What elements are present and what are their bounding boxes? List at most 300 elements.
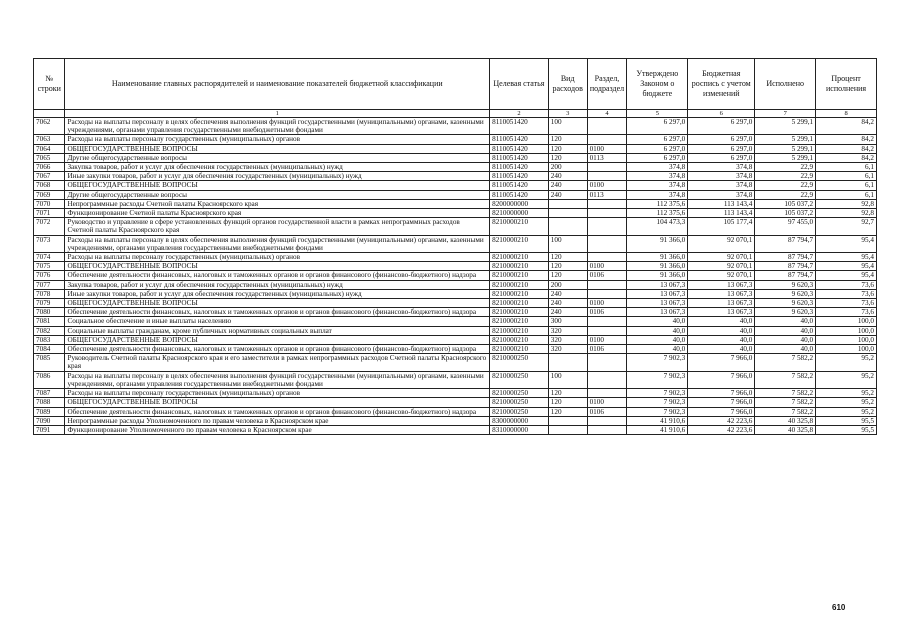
row-number: 7067 [34,172,65,181]
row-approved: 112 375,6 [627,199,688,208]
row-number: 7090 [34,416,65,425]
row-section [587,280,627,289]
row-expense-type [548,218,587,235]
row-percent: 6,1 [816,172,877,181]
header-execution-percent: Процент исполнения [816,59,877,110]
table-row [34,407,877,416]
column-number: 3 [548,110,587,118]
row-number: 7071 [34,209,65,218]
row-executed: 9 620,3 [755,289,816,298]
row-name: Руководитель Счетной палаты Красноярского края и его заместители в рамках непрограммных расходов Счетной палаты Красноярского края [65,354,490,371]
row-section [587,135,627,144]
row-expense-type: 100 [548,118,587,135]
row-executed: 87 794,7 [755,253,816,262]
row-target-article: 8110051420 [490,144,549,153]
row-target-article: 8110051420 [490,172,549,181]
row-expense-type: 320 [548,326,587,335]
row-executed: 40 325,8 [755,416,816,425]
table-row [34,262,877,271]
row-target-article: 8210000210 [490,280,549,289]
row-section [587,354,627,371]
row-budget-schedule: 13 067,3 [688,280,755,289]
table-row [34,371,877,388]
table-row [34,317,877,326]
row-budget-schedule: 6 297,0 [688,153,755,162]
row-section [587,218,627,235]
table-row [34,345,877,354]
row-section: 0100 [587,262,627,271]
row-approved: 7 902,3 [627,398,688,407]
header-executed: Исполнено [755,59,816,110]
row-approved: 40,0 [627,326,688,335]
row-name: ОБЩЕГОСУДАРСТВЕННЫЕ ВОПРОСЫ [65,181,490,190]
table-row [34,163,877,172]
row-target-article: 8300000000 [490,416,549,425]
row-number: 7088 [34,398,65,407]
row-name: Расходы на выплаты персоналу в целях обеспечения выполнения функций государственными (муниципальными) органами, казенными учреждениями, органами управления государственными внебюджетными фондами [65,235,490,252]
row-expense-type: 120 [548,398,587,407]
table-row [34,253,877,262]
row-number: 7072 [34,218,65,235]
row-executed: 5 299,1 [755,118,816,135]
row-approved: 41 910,6 [627,425,688,434]
row-percent: 95,5 [816,425,877,434]
row-approved: 91 366,0 [627,253,688,262]
table-row [34,326,877,335]
row-name: ОБЩЕГОСУДАРСТВЕННЫЕ ВОПРОСЫ [65,144,490,153]
row-expense-type: 240 [548,190,587,199]
row-executed: 40,0 [755,345,816,354]
table-row [34,335,877,344]
row-executed: 87 794,7 [755,271,816,280]
row-target-article: 8210000210 [490,262,549,271]
row-target-article: 8210000210 [490,253,549,262]
row-approved: 104 473,3 [627,218,688,235]
row-percent: 6,1 [816,163,877,172]
row-section: 0100 [587,181,627,190]
row-executed: 22,9 [755,172,816,181]
table-row [34,235,877,252]
table-row [34,416,877,425]
row-approved: 13 067,3 [627,289,688,298]
row-name: Социальное обеспечение и иные выплаты населению [65,317,490,326]
row-percent: 73,6 [816,289,877,298]
row-target-article: 8210000000 [490,209,549,218]
row-approved: 6 297,0 [627,118,688,135]
row-name: ОБЩЕГОСУДАРСТВЕННЫЕ ВОПРОСЫ [65,262,490,271]
table-row [34,118,877,135]
row-number: 7078 [34,289,65,298]
row-section [587,118,627,135]
row-target-article: 8210000210 [490,345,549,354]
row-executed: 97 455,0 [755,218,816,235]
row-expense-type: 240 [548,299,587,308]
header-row [34,59,877,110]
row-approved: 40,0 [627,317,688,326]
row-name: Функционирование Счетной палаты Красноярского края [65,209,490,218]
row-name: Расходы на выплаты персоналу в целях обеспечения выполнения функций государственными (муниципальными) органами, казенными учреждениями, органами управления государственными внебюджетными фондами [65,118,490,135]
row-approved: 7 902,3 [627,371,688,388]
row-percent: 84,2 [816,144,877,153]
row-name: ОБЩЕГОСУДАРСТВЕННЫЕ ВОПРОСЫ [65,299,490,308]
row-budget-schedule: 40,0 [688,345,755,354]
column-number: 7 [755,110,816,118]
row-percent: 73,6 [816,299,877,308]
row-name: Непрограммные расходы Уполномоченного по правам человека в Красноярском крае [65,416,490,425]
row-target-article: 8210000250 [490,354,549,371]
row-percent: 92,8 [816,199,877,208]
row-percent: 95,2 [816,398,877,407]
row-target-article: 8210000210 [490,308,549,317]
row-expense-type: 120 [548,253,587,262]
row-name: Обеспечение деятельности финансовых, налоговых и таможенных органов и органов финансового (финансово-бюджетного) надзора [65,407,490,416]
header-expense-type: Вид расходов [548,59,587,110]
header-row-number: № строки [34,59,65,110]
row-expense-type [548,354,587,371]
row-target-article: 8210000250 [490,389,549,398]
row-executed: 22,9 [755,163,816,172]
row-budget-schedule: 42 223,6 [688,425,755,434]
column-number: 2 [490,110,549,118]
row-budget-schedule: 6 297,0 [688,118,755,135]
row-approved: 13 067,3 [627,308,688,317]
row-number: 7073 [34,235,65,252]
row-budget-schedule: 40,0 [688,326,755,335]
row-section: 0100 [587,335,627,344]
row-executed: 40 325,8 [755,425,816,434]
row-section [587,199,627,208]
header-target-article: Целевая статья [490,59,549,110]
row-target-article: 8210000210 [490,289,549,298]
row-section [587,371,627,388]
row-expense-type: 240 [548,172,587,181]
row-target-article: 8210000210 [490,218,549,235]
header-name: Наименование главных распорядителей и наименование показателей бюджетной классификации [65,59,490,110]
row-budget-schedule: 92 070,1 [688,253,755,262]
row-executed: 5 299,1 [755,144,816,153]
row-expense-type: 320 [548,335,587,344]
row-target-article: 8110051420 [490,163,549,172]
row-percent: 95,2 [816,407,877,416]
row-number: 7063 [34,135,65,144]
row-expense-type: 240 [548,181,587,190]
row-section: 0106 [587,407,627,416]
row-section: 0100 [587,398,627,407]
row-budget-schedule: 113 143,4 [688,209,755,218]
row-name: ОБЩЕГОСУДАРСТВЕННЫЕ ВОПРОСЫ [65,398,490,407]
row-section [587,389,627,398]
row-executed: 87 794,7 [755,235,816,252]
table-row [34,425,877,434]
table-row [34,308,877,317]
row-budget-schedule: 13 067,3 [688,289,755,298]
row-section [587,163,627,172]
row-target-article: 8110051420 [490,181,549,190]
row-percent: 100,0 [816,345,877,354]
row-number: 7085 [34,354,65,371]
row-percent: 6,1 [816,181,877,190]
row-expense-type: 120 [548,144,587,153]
row-executed: 7 582,2 [755,398,816,407]
row-budget-schedule: 105 177,4 [688,218,755,235]
row-section [587,253,627,262]
header-approved-by-law: Утверждено Законом о бюджете [627,59,688,110]
row-approved: 91 366,0 [627,271,688,280]
row-executed: 40,0 [755,317,816,326]
row-approved: 91 366,0 [627,235,688,252]
table-row [34,289,877,298]
row-expense-type: 100 [548,235,587,252]
row-executed: 7 582,2 [755,371,816,388]
row-number: 7079 [34,299,65,308]
row-approved: 7 902,3 [627,407,688,416]
table-row [34,190,877,199]
row-name: Иные закупки товаров, работ и услуг для обеспечения государственных (муниципальных) нужд [65,289,490,298]
row-budget-schedule: 92 070,1 [688,271,755,280]
row-percent: 95,4 [816,271,877,280]
row-percent: 95,5 [816,416,877,425]
row-number: 7082 [34,326,65,335]
row-percent: 84,2 [816,118,877,135]
row-name: Обеспечение деятельности финансовых, налоговых и таможенных органов и органов финансового (финансово-бюджетного) надзора [65,271,490,280]
table-row [34,389,877,398]
row-section: 0100 [587,144,627,153]
row-section: 0100 [587,299,627,308]
row-budget-schedule: 374,8 [688,181,755,190]
row-percent: 95,4 [816,235,877,252]
row-percent: 100,0 [816,326,877,335]
row-expense-type: 240 [548,289,587,298]
header-section: Раздел, подраздел [587,59,627,110]
row-section: 0106 [587,271,627,280]
row-target-article: 8210000210 [490,271,549,280]
row-percent: 92,7 [816,218,877,235]
row-section [587,326,627,335]
row-target-article: 8200000000 [490,199,549,208]
row-section [587,317,627,326]
row-name: Закупка товаров, работ и услуг для обеспечения государственных (муниципальных) нужд [65,280,490,289]
row-expense-type [548,425,587,434]
row-executed: 7 582,2 [755,354,816,371]
row-number: 7081 [34,317,65,326]
row-number: 7074 [34,253,65,262]
row-target-article: 8210000210 [490,335,549,344]
row-target-article: 8110051420 [490,153,549,162]
row-target-article: 8210000250 [490,398,549,407]
table-row [34,271,877,280]
row-target-article: 8210000250 [490,371,549,388]
table-row [34,280,877,289]
row-section: 0113 [587,153,627,162]
row-percent: 95,4 [816,262,877,271]
table-row [34,218,877,235]
row-section [587,209,627,218]
row-budget-schedule: 40,0 [688,335,755,344]
row-name: Расходы на выплаты персоналу государственных (муниципальных) органов [65,135,490,144]
row-approved: 40,0 [627,345,688,354]
row-number: 7087 [34,389,65,398]
row-section [587,289,627,298]
row-target-article: 8210000250 [490,407,549,416]
row-number: 7080 [34,308,65,317]
header-budget-schedule: Бюджетная роспись с учетом изменений [688,59,755,110]
row-budget-schedule: 6 297,0 [688,144,755,153]
row-executed: 5 299,1 [755,135,816,144]
row-target-article: 8210000210 [490,317,549,326]
row-number: 7070 [34,199,65,208]
row-approved: 112 375,6 [627,209,688,218]
row-name: ОБЩЕГОСУДАРСТВЕННЫЕ ВОПРОСЫ [65,335,490,344]
row-approved: 40,0 [627,335,688,344]
row-number: 7083 [34,335,65,344]
column-number [34,110,65,118]
row-number: 7068 [34,181,65,190]
row-name: Руководство и управление в сфере установленных функций органов государственной власти в рамках непрограммных расходов Счетной палаты Красноярского края [65,218,490,235]
row-expense-type: 120 [548,153,587,162]
row-name: Функционирование Уполномоченного по правам человека в Красноярском крае [65,425,490,434]
row-executed: 5 299,1 [755,153,816,162]
row-number: 7062 [34,118,65,135]
row-number: 7089 [34,407,65,416]
row-percent: 95,4 [816,253,877,262]
row-budget-schedule: 7 966,0 [688,407,755,416]
row-budget-schedule: 92 070,1 [688,235,755,252]
row-approved: 374,8 [627,172,688,181]
row-name: Другие общегосударственные вопросы [65,153,490,162]
row-name: Социальные выплаты гражданам, кроме публичных нормативных социальных выплат [65,326,490,335]
row-name: Расходы на выплаты персоналу государственных (муниципальных) органов [65,253,490,262]
column-number-row [34,110,877,118]
row-section: 0113 [587,190,627,199]
row-number: 7091 [34,425,65,434]
row-executed: 9 620,3 [755,280,816,289]
row-name: Обеспечение деятельности финансовых, налоговых и таможенных органов и органов финансового (финансово-бюджетного) надзора [65,345,490,354]
row-expense-type: 200 [548,280,587,289]
row-budget-schedule: 7 966,0 [688,398,755,407]
row-expense-type [548,416,587,425]
row-percent: 73,6 [816,308,877,317]
page-number: 610 [832,603,846,612]
row-budget-schedule: 6 297,0 [688,135,755,144]
table-row [34,199,877,208]
row-expense-type [548,209,587,218]
row-name: Расходы на выплаты персоналу в целях обеспечения выполнения функций государственными (муниципальными) органами, казенными учреждениями, органами управления государственными внебюджетными фондами [65,371,490,388]
row-percent: 84,2 [816,153,877,162]
row-expense-type: 300 [548,317,587,326]
row-target-article: 8210000210 [490,299,549,308]
row-number: 7066 [34,163,65,172]
row-expense-type [548,199,587,208]
row-section: 0106 [587,308,627,317]
row-number: 7076 [34,271,65,280]
table-row [34,181,877,190]
column-number: 8 [816,110,877,118]
row-executed: 22,9 [755,190,816,199]
row-approved: 41 910,6 [627,416,688,425]
row-approved: 7 902,3 [627,389,688,398]
row-executed: 9 620,3 [755,299,816,308]
row-executed: 105 037,2 [755,199,816,208]
row-section [587,172,627,181]
row-target-article: 8210000210 [490,235,549,252]
row-name: Расходы на выплаты персоналу государственных (муниципальных) органов [65,389,490,398]
row-budget-schedule: 40,0 [688,317,755,326]
row-executed: 105 037,2 [755,209,816,218]
row-percent: 95,2 [816,354,877,371]
row-section [587,425,627,434]
row-budget-schedule: 13 067,3 [688,299,755,308]
row-executed: 7 582,2 [755,407,816,416]
row-expense-type: 120 [548,262,587,271]
row-number: 7084 [34,345,65,354]
row-budget-schedule: 374,8 [688,190,755,199]
row-name: Непрограммные расходы Счетной палаты Красноярского края [65,199,490,208]
row-budget-schedule: 7 966,0 [688,354,755,371]
row-expense-type: 120 [548,407,587,416]
row-number: 7065 [34,153,65,162]
row-expense-type: 120 [548,135,587,144]
row-expense-type: 240 [548,308,587,317]
row-approved: 6 297,0 [627,135,688,144]
row-name: Обеспечение деятельности финансовых, налоговых и таможенных органов и органов финансового (финансово-бюджетного) надзора [65,308,490,317]
row-name: Иные закупки товаров, работ и услуг для обеспечения государственных (муниципальных) нужд [65,172,490,181]
row-approved: 7 902,3 [627,354,688,371]
row-percent: 6,1 [816,190,877,199]
row-approved: 91 366,0 [627,262,688,271]
row-approved: 374,8 [627,163,688,172]
row-percent: 95,2 [816,389,877,398]
row-percent: 73,6 [816,280,877,289]
row-executed: 40,0 [755,335,816,344]
row-number: 7075 [34,262,65,271]
row-target-article: 8210000210 [490,326,549,335]
row-percent: 100,0 [816,335,877,344]
row-budget-schedule: 374,8 [688,172,755,181]
row-number: 7069 [34,190,65,199]
row-expense-type: 320 [548,345,587,354]
row-approved: 13 067,3 [627,280,688,289]
row-number: 7086 [34,371,65,388]
row-executed: 22,9 [755,181,816,190]
row-budget-schedule: 92 070,1 [688,262,755,271]
row-name: Другие общегосударственные вопросы [65,190,490,199]
row-percent: 92,8 [816,209,877,218]
column-number: 1 [65,110,490,118]
row-approved: 374,8 [627,181,688,190]
row-number: 7064 [34,144,65,153]
row-executed: 9 620,3 [755,308,816,317]
row-budget-schedule: 42 223,6 [688,416,755,425]
row-target-article: 8310000000 [490,425,549,434]
row-percent: 95,2 [816,371,877,388]
row-percent: 84,2 [816,135,877,144]
row-target-article: 8110051420 [490,118,549,135]
row-expense-type: 200 [548,163,587,172]
row-expense-type: 100 [548,371,587,388]
row-target-article: 8110051420 [490,135,549,144]
table-row [34,172,877,181]
row-target-article: 8110051420 [490,190,549,199]
row-section [587,235,627,252]
row-name: Закупка товаров, работ и услуг для обеспечения государственных (муниципальных) нужд [65,163,490,172]
row-expense-type: 120 [548,271,587,280]
table-row [34,153,877,162]
row-section: 0106 [587,345,627,354]
column-number: 5 [627,110,688,118]
table-row [34,144,877,153]
budget-table [33,58,877,435]
table-row [34,354,877,371]
